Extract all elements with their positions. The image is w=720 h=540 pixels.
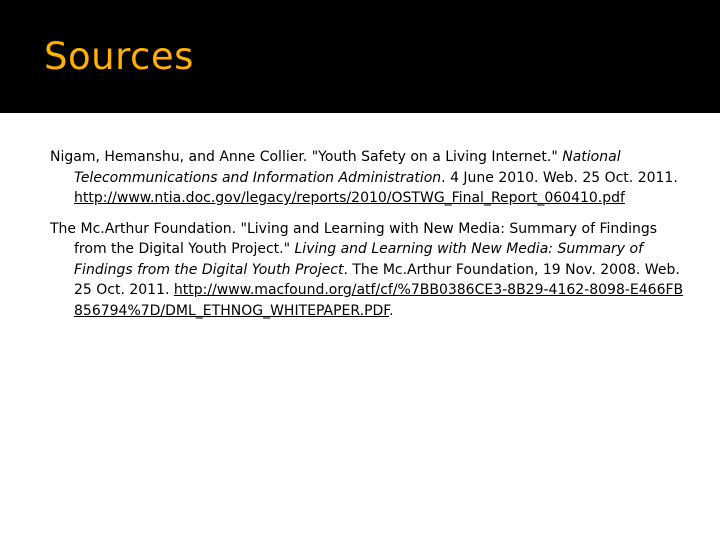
- reference-item: [50, 219, 690, 322]
- reference-source-title: National Telecommunications and Information Administration: [74, 149, 621, 186]
- reference-source-title: Living and Learning with New Media: Summary of Findings from the Digital Youth Project: [74, 241, 644, 278]
- reference-link[interactable]: http://www.ntia.doc.gov/legacy/reports/2010/OSTWG_Final_Report_060410.pdf: [74, 190, 625, 206]
- slide-title: Sources: [44, 35, 194, 78]
- content-area: [0, 113, 720, 540]
- reference-item: [50, 147, 690, 209]
- reference-lead: The Mc.Arthur Foundation. "Living and Learning with New Media: Summary of Findings from the Digital Youth Project.": [50, 220, 658, 257]
- reference-details: . 4 June 2010. Web. 25 Oct. 2011.: [441, 169, 678, 186]
- reference-lead: Nigam, Hemanshu, and Anne Collier. "Youth Safety on a Living Internet.": [50, 149, 563, 165]
- reference-end: .: [389, 302, 394, 319]
- title-bar: [0, 0, 720, 113]
- reference-details: . The Mc.Arthur Foundation, 19 Nov. 2008. Web. 25 Oct. 2011.: [74, 261, 680, 298]
- reference-link[interactable]: http://www.macfound.org/atf/cf/%7BB0386CE3-8B29-4162-8098-E466FB856794%7D/DML_ETHNOG_WHITEPAPER.PDF: [74, 282, 684, 319]
- reference-list: [50, 147, 690, 331]
